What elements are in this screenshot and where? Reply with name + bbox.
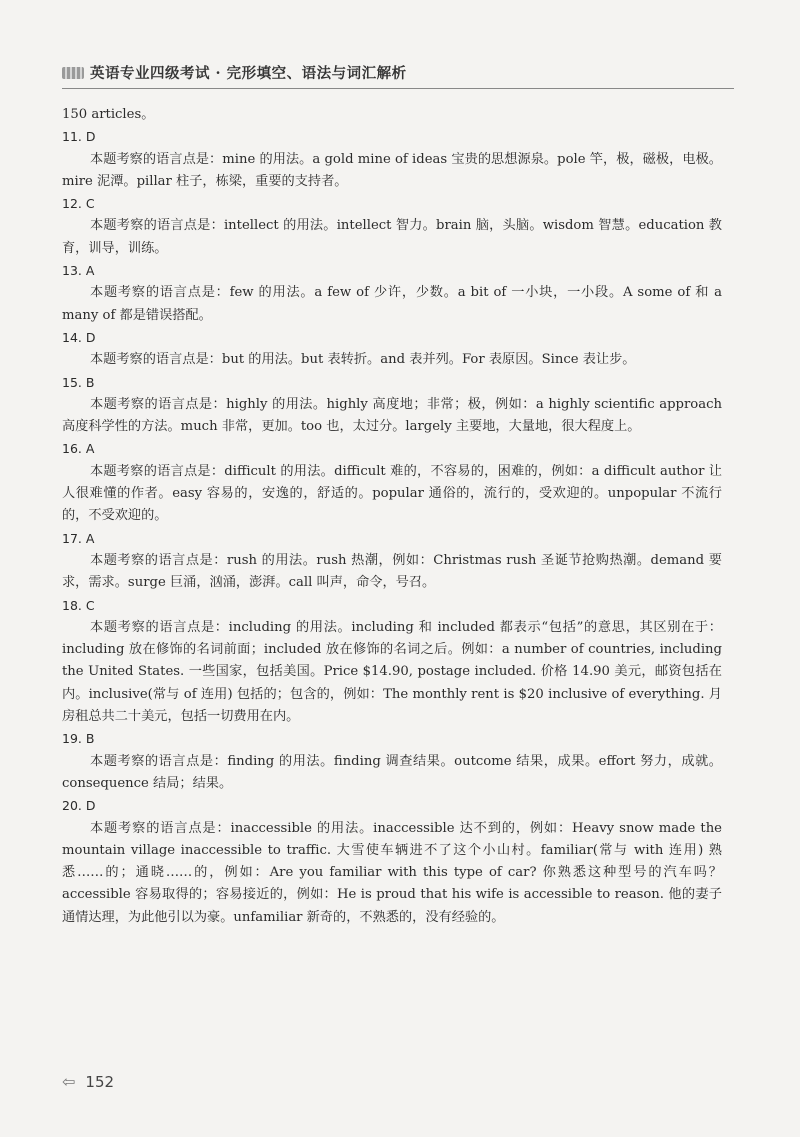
explanation-text: 本题考察的语言点是：inaccessible 的用法。inaccessible 达不到的，例如：Heavy snow made the mountain village inaccessible to traffic. 大雪使车辆进不了这个小山村。familiar(常与 with 连用) 熟悉……的；通晓……的，例如：Are you familiar with this type of car? 你熟悉这种型号的汽车吗？accessible 容易取得的；容易接近的，例如：He is proud that his wife is accessible to reason. 他的妻子通情达理，为此他引以为豪。unfamiliar 新奇的，不熟悉的，没有经验的。 [62, 820, 722, 925]
explanation-text: 本题考察的语言点是：mine 的用法。a gold mine of ideas 宝贵的思想源泉。pole 竿，极，磁极，电极。mire 泥潭。pillar 柱子，栋梁，重要的支持者。 [62, 151, 722, 189]
explanation-text: 本题考察的语言点是：difficult 的用法。difficult 难的，不容易的，困难的，例如：a difficult author 让人很难懂的作者。easy 容易的，安逸的，舒适的。popular 通俗的，流行的，受欢迎的。unpopular 不流行的，不受欢迎的。 [62, 463, 722, 524]
entry-12 [62, 193, 722, 260]
entry-19 [62, 728, 722, 795]
page-footer [62, 1072, 114, 1091]
book-icon [62, 67, 84, 79]
entry-16 [62, 438, 722, 527]
answer-explanations [62, 104, 722, 929]
entry-20 [62, 795, 722, 929]
book-title: 英语专业四级考试 · 完形填空、语法与词汇解析 [90, 65, 407, 82]
explanation-text: 本题考察的语言点是：few 的用法。a few of 少许，少数。a bit of 一小块，一小段。A some of 和 a many of 都是错误搭配。 [62, 285, 722, 323]
explanation-text: 本题考察的语言点是：rush 的用法。rush 热潮，例如：Christmas rush 圣诞节抢购热潮。demand 要求，需求。surge 巨涌，汹涌，澎湃。call 叫声，命令，号召。 [62, 552, 722, 591]
answer-label: 15. B [62, 374, 95, 390]
lead-text: 150 articles。 [62, 107, 155, 122]
answer-label: 16. A [62, 441, 95, 457]
entry-11 [62, 126, 722, 193]
answer-label: 12. C [62, 196, 95, 212]
entry-13 [62, 260, 722, 327]
explanation-text: 本题考察的语言点是：including 的用法。including 和 included 都表示“包括”的意思，其区别在于：including 放在修饰的名词前面；included 放在修饰的名词之后。例如：a number of countries, including the United States. 一些国家，包括美国。Price $14.90, postage included. 价格 14.90 美元，邮资包括在内。inclusive(常与 of 连用) 包括的；包含的，例如：The monthly rent is $20 inclusive of everything. 月房租总共二十美元，包括一切费用在内。 [62, 619, 722, 725]
explanation-text: 本题考察的语言点是：intellect 的用法。intellect 智力。brain 脑，头脑。wisdom 智慧。education 教育，训导，训练。 [62, 218, 722, 256]
explanation-text: 本题考察的语言点是：but 的用法。but 表转折。and 表并列。For 表原因。Since 表让步。 [90, 352, 636, 368]
answer-label: 19. B [62, 731, 95, 747]
answer-label: 18. C [62, 597, 95, 613]
entry-15 [62, 372, 722, 439]
entry-18 [62, 595, 722, 729]
answer-label: 20. D [62, 798, 96, 814]
answer-label: 17. A [62, 530, 95, 546]
entry-17 [62, 528, 722, 595]
explanation-text: 本题考察的语言点是：highly 的用法。highly 高度地；非常；极，例如：a highly scientific approach 高度科学性的方法。much 非常，更加。too 也，太过分。largely 主要地，大量地，很大程度上。 [62, 396, 722, 435]
header-divider [62, 88, 734, 89]
answer-label: 13. A [62, 263, 95, 279]
answer-label: 11. D [62, 129, 96, 145]
explanation-text: 本题考察的语言点是：finding 的用法。finding 调查结果。outcome 结果，成果。effort 努力，成就。consequence 结局；结果。 [62, 753, 722, 791]
page-header [62, 62, 742, 83]
left-arrow-icon: ⇦ [62, 1072, 76, 1091]
entry-14 [62, 327, 722, 372]
page-number: 152 [85, 1072, 115, 1091]
answer-label: 14. D [62, 329, 96, 345]
